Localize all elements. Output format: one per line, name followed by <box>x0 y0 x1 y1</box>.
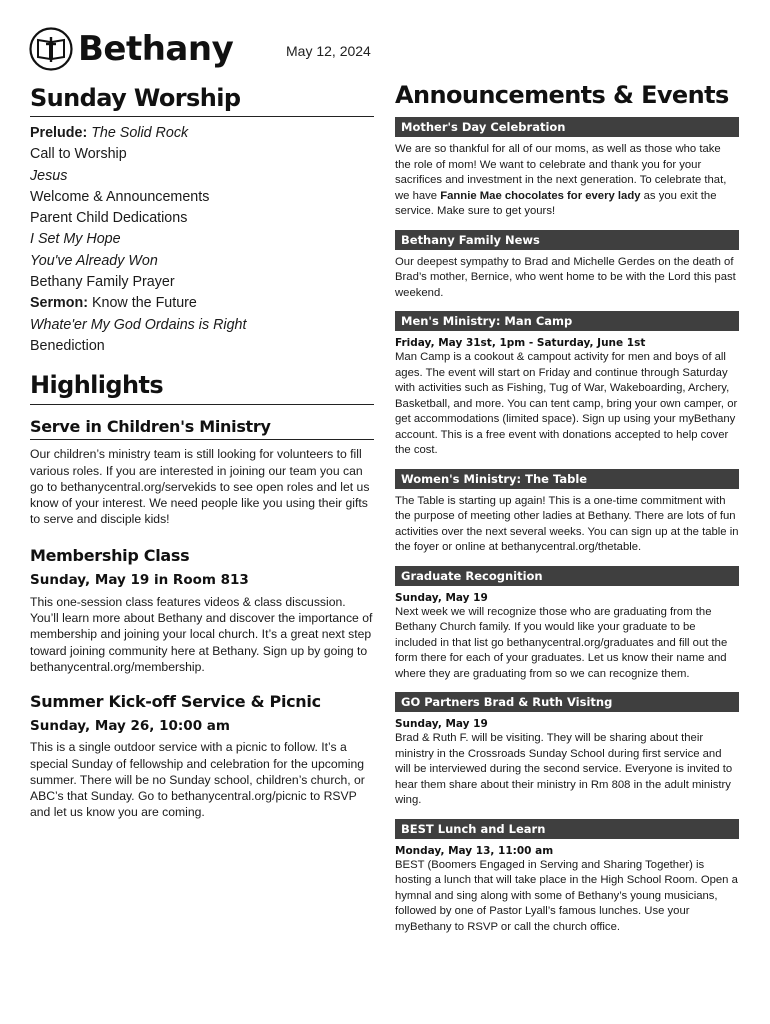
go-partners-date: Sunday, May 19 <box>395 718 488 730</box>
order-item-text: Know the Future <box>91 295 197 312</box>
graduate-date: Sunday, May 19 <box>395 591 488 604</box>
order-item: Whate'er My God Ordains is Right <box>30 316 247 333</box>
worship-title: Sunday Worship <box>30 84 374 117</box>
serve-title: Serve in Children's Ministry <box>30 417 374 440</box>
announcements-title: Announcements & Events <box>395 81 729 109</box>
order-item-label: Prelude: <box>30 125 88 141</box>
order-item: Call to Worship <box>30 146 127 163</box>
church-logo <box>29 27 233 71</box>
best-lunch-date: Monday, May 13, 11:00 am <box>395 844 554 857</box>
serve-text: Our children’s ministry team is still looking for volunteers to fill various roles. If you are interested in joining our team you can go to bethanycentral.org/servekids to see open roles and let us know of your interest. We need people like you using their gifts to serve and disciple kids! <box>30 447 370 527</box>
mothers-day-text-before: We are so thankful for all of our moms, as well as those who take the role of mom! We want to celebrate and thank you for your sacrifices and investment in the next generation. To celebrate that, we have <box>395 143 727 202</box>
man-camp-date: Friday, May 31st, 1pm - Saturday, June 1st <box>395 337 646 349</box>
highlights-title: Highlights <box>30 371 374 405</box>
mothers-day-text <box>395 142 739 220</box>
womens-table-block <box>395 494 739 556</box>
left-column <box>30 84 374 821</box>
right-column <box>395 81 739 935</box>
go-partners-text: Brad & Ruth F. will be visiting. They will be sharing about their ministry in the Crossroads Sunday School during first service and will be interviewed during the second service. Everyone is invited to hear them share about their ministry in Rm 808 in the adult ministry wing. <box>395 732 733 806</box>
order-item: Welcome & Announcements <box>30 188 210 205</box>
graduate-heading: Graduate Recognition <box>395 566 739 586</box>
graduate-block <box>395 591 739 683</box>
mothers-day-block <box>395 142 739 220</box>
man-camp-text: Man Camp is a cookout & campout activity for men and boys of all ages. The event will start on Friday and continue through Saturday with activities such as Fishing, Tug of War, Wakeboarding, Archery, Basketball, and more. You can tent camp, bring your own camper, or get accommodations (limited space). Sign up using your myBethany account. This is a free event with donations accepted to help cover the cost. <box>395 351 738 456</box>
go-partners-heading: GO Partners Brad & Ruth Visitng <box>395 692 739 712</box>
summer-title: Summer Kick-off Service & Picnic <box>30 692 321 712</box>
logo-text: Bethany <box>78 29 234 69</box>
membership-text: This one-session class features videos & class discussion. You’ll learn more about Bethany and discover the importance of membership and joining your local church. It’s a great next step toward joining community here at Bethany. Sign up by going to bethanycentral.org/membership. <box>30 594 373 674</box>
bible-cross-icon <box>29 27 73 71</box>
order-item: Benediction <box>30 337 105 354</box>
mothers-day-heading: Mother's Day Celebration <box>395 117 739 137</box>
order-item: I Set My Hope <box>30 231 121 248</box>
family-news-text: Our deepest sympathy to Brad and Michelle Gerdes on the death of Brad’s mother, Bernice, who went home to be with the Lord this past weekend. <box>395 255 736 299</box>
membership-date: Sunday, May 19 in Room 813 <box>30 571 249 588</box>
best-lunch-block <box>395 844 739 936</box>
mothers-day-text-bold: Fannie Mae chocolates for every lady <box>440 189 641 202</box>
order-item: Bethany Family Prayer <box>30 274 175 291</box>
order-item-text: The Solid Rock <box>91 125 189 141</box>
mothers-day-text-after: as you exit the service. Make sure to get yours! <box>395 189 717 217</box>
womens-table-text: The Table is starting up again! This is a one-time commitment with the purpose of meeting other ladies at Bethany. There are lots of fun activities over the next several weeks. You can sign up at the table in the foyer or online at bethanycentral.org/thetable. <box>395 494 739 553</box>
order-item-prelude <box>30 123 374 144</box>
summer-text: This is a single outdoor service with a picnic to follow. It’s a special Sunday of fellowship and celebration for the upcoming summer. There will be no Sunday school, children’s church, or ABC’s that Sunday. Go to bethanycentral.org/picnic to RSVP and let us know you are coming. <box>30 740 365 820</box>
membership-title: Membership Class <box>30 545 190 565</box>
best-lunch-heading: BEST Lunch and Learn <box>395 819 739 839</box>
order-item: Jesus <box>30 167 68 184</box>
best-lunch-text: BEST (Boomers Engaged in Serving and Sharing Together) is hosting a lunch that will take place in the High School Room. Open a hymnal and sing along with some of Bethany’s young musicians, followed by one of Pastor Lyall’s famous lunches. Use your myBethany to RSVP or call the church office. <box>395 858 738 933</box>
order-item-sermon <box>30 293 374 314</box>
man-camp-heading: Men's Ministry: Man Camp <box>395 311 739 331</box>
man-camp-block <box>395 336 739 459</box>
go-partners-block <box>395 717 739 809</box>
family-news-heading: Bethany Family News <box>395 230 739 250</box>
family-news-block <box>395 255 739 302</box>
womens-table-heading: Women's Ministry: The Table <box>395 469 739 489</box>
order-item: You've Already Won <box>30 252 158 269</box>
order-item: Parent Child Dedications <box>30 210 188 227</box>
summer-date: Sunday, May 26, 10:00 am <box>30 718 230 735</box>
order-of-worship <box>30 123 374 357</box>
bulletin-date: May 12, 2024 <box>286 43 371 59</box>
graduate-text: Next week we will recognize those who are graduating from the Bethany Church family. If you would like your graduate to be included in that list go bethanycentral.org/graduates and fill out the form there for each of your graduates. Let us know their name and where they are graduating from so we can recognize them. <box>395 605 728 680</box>
order-item-label: Sermon: <box>30 295 88 312</box>
